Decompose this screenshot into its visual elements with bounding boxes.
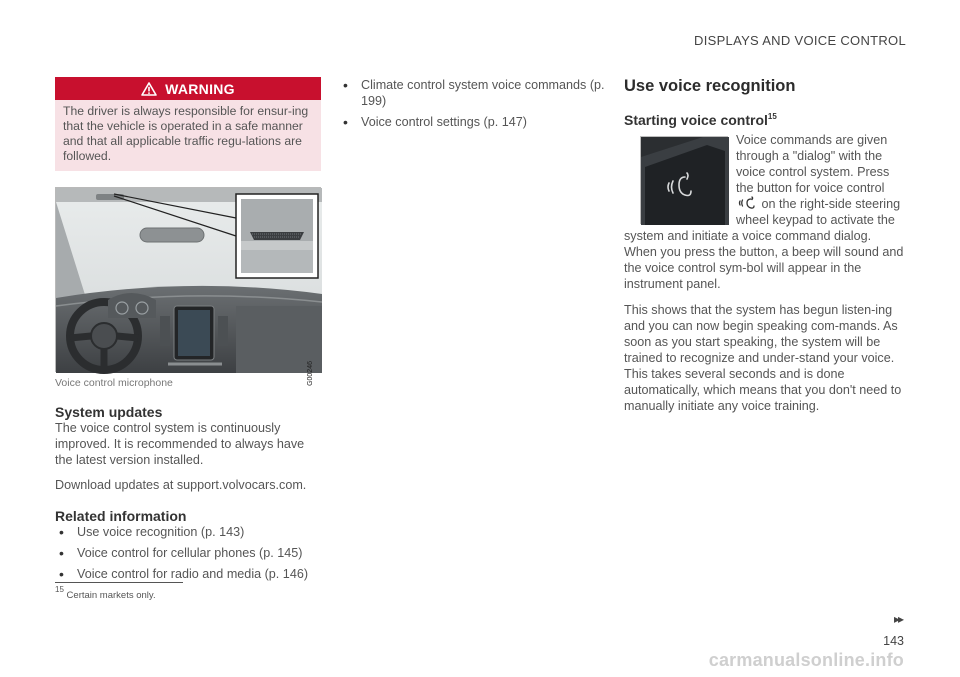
voice-text-part-b: on the right-side steering wheel keypad to activate the system and initiate a voice command dialog. When you press the button, a beep will sound and the voice control sym-bol will appear in the instrument panel. bbox=[624, 197, 904, 291]
footnote-divider bbox=[55, 582, 183, 583]
voice-control-section bbox=[624, 132, 906, 414]
footnote-ref[interactable]: 15 bbox=[767, 112, 777, 121]
system-updates-paragraph: The voice control system is continuously improved. It is recommended to always have the latest version installed. bbox=[55, 421, 305, 467]
figure-caption: Voice control microphone bbox=[55, 377, 173, 389]
system-updates-heading: System updates bbox=[55, 404, 163, 420]
steering-wheel-button-illustration bbox=[641, 137, 729, 225]
voice-text-part-a: Voice commands are given through a "dialog" with the voice control system. Press the button for voice control bbox=[736, 133, 890, 195]
voice-control-icon bbox=[736, 196, 758, 210]
footnote-number: 15 bbox=[55, 585, 64, 594]
listening-paragraph: This shows that the system has begun listen-ing and you can now begin speaking com-mands. As soon as you start speaking, the system will be trained to recognize and under-stand your voice. This takes several seconds and is done automatically, which means that you don't need to manually initiate any voice training. bbox=[624, 303, 902, 413]
column-right bbox=[624, 77, 906, 414]
starting-voice-control-heading bbox=[624, 109, 906, 128]
related-link[interactable]: • Use voice recognition (p. 143) bbox=[55, 524, 321, 540]
related-information-list bbox=[55, 524, 321, 582]
related-link[interactable]: • Climate control system voice commands (p. 199) bbox=[339, 77, 607, 109]
warning-body: The driver is always responsible for ensur-ing that the vehicle is operated in a safe manner and that all applicable traffic regu-lations are followed. bbox=[55, 100, 321, 171]
warning-header bbox=[55, 77, 321, 100]
use-voice-recognition-heading: Use voice recognition bbox=[624, 77, 796, 95]
figure-code: G00246 bbox=[307, 361, 314, 386]
footnote-text: Certain markets only. bbox=[66, 590, 156, 601]
next-page-icon[interactable]: ▸▸ bbox=[893, 612, 902, 626]
warning-triangle-icon bbox=[141, 82, 157, 96]
related-information-heading: Related information bbox=[55, 508, 187, 524]
voice-button-photo bbox=[640, 136, 728, 224]
related-link[interactable]: • Voice control for cellular phones (p. 145) bbox=[55, 545, 321, 561]
download-updates-paragraph: Download updates at support.volvocars.com. bbox=[55, 478, 307, 492]
section-header: DISPLAYS AND VOICE CONTROL bbox=[694, 33, 906, 48]
warning-title: WARNING bbox=[165, 80, 235, 97]
column-middle bbox=[339, 77, 607, 135]
related-information-list-continued bbox=[339, 77, 607, 130]
car-interior-illustration bbox=[56, 188, 322, 373]
watermark: carmanualsonline.info bbox=[708, 650, 904, 670]
related-link[interactable]: • Voice control settings (p. 147) bbox=[339, 114, 607, 130]
column-left bbox=[55, 77, 321, 587]
page-number: 143 bbox=[883, 634, 904, 648]
footnote bbox=[55, 585, 156, 601]
warning-box bbox=[55, 77, 321, 171]
starting-voice-control-label: Starting voice control bbox=[624, 112, 768, 128]
related-link[interactable]: • Voice control for radio and media (p. 146) bbox=[55, 566, 321, 582]
